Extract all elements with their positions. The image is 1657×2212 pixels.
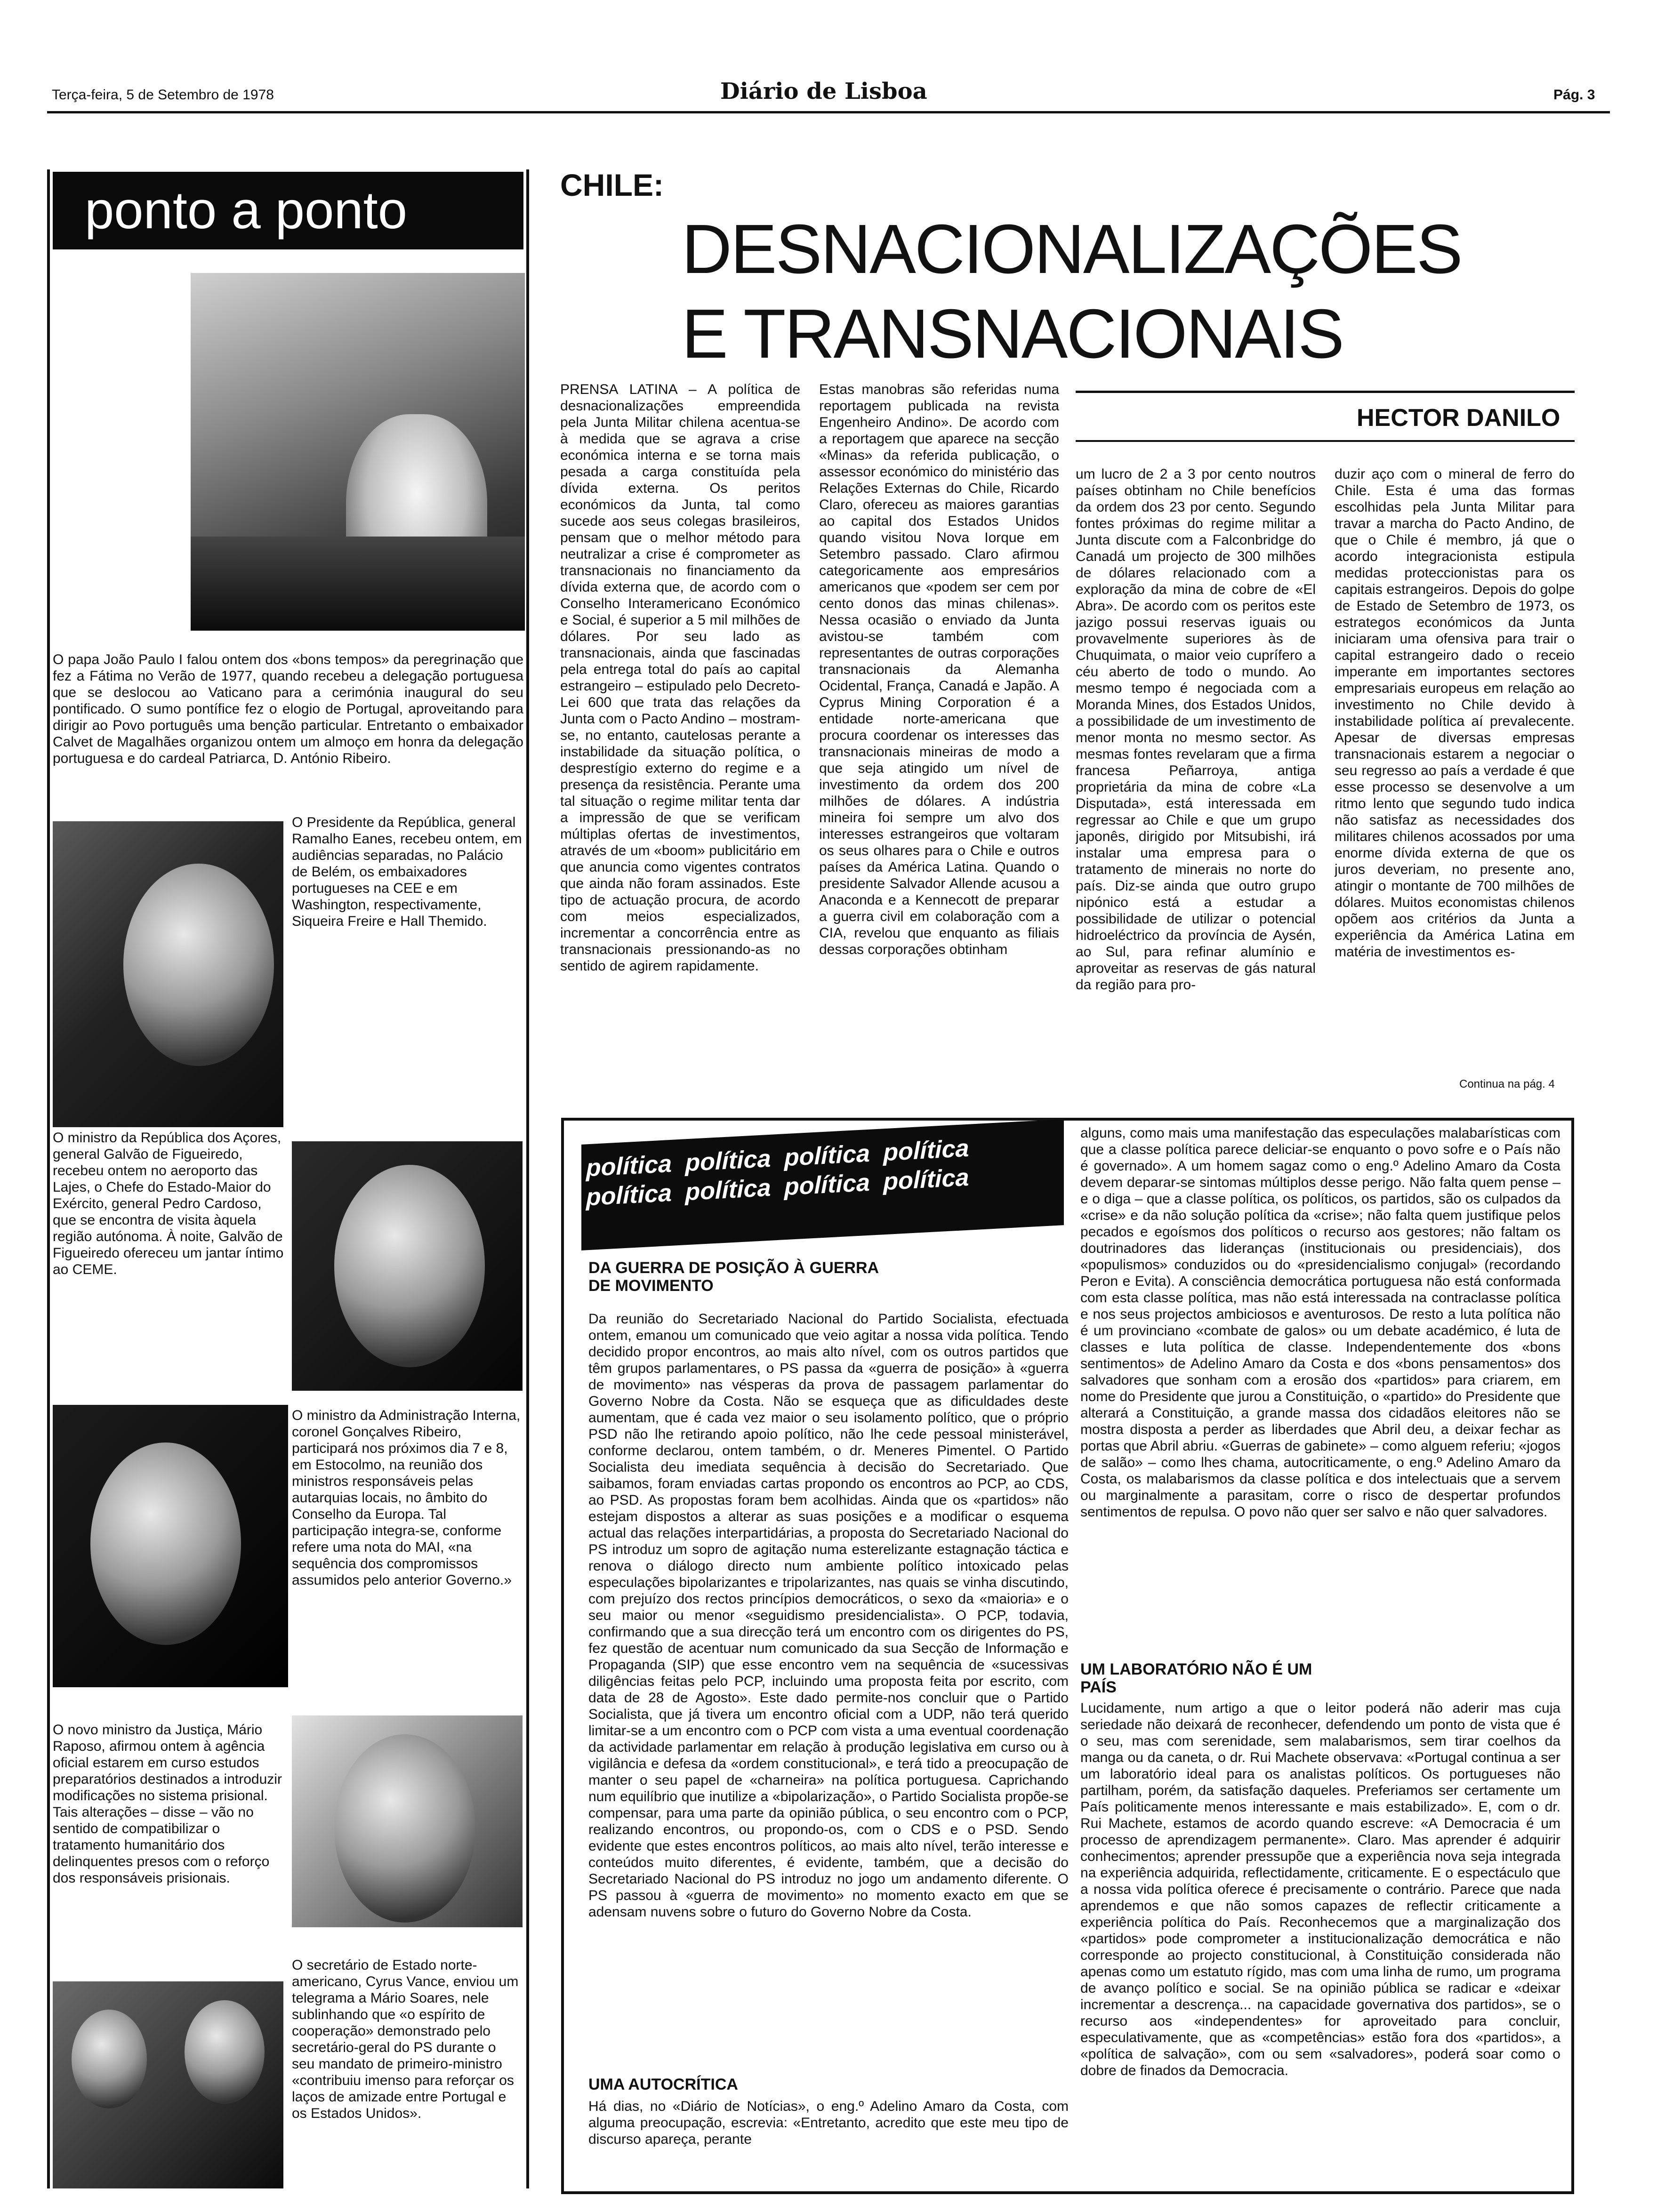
left-column-border <box>47 169 50 2188</box>
chile-title-rule <box>1076 391 1575 393</box>
chile-col-1: PRENSA LATINA – A política de desnacionalizações empreendida pela Junta Militar chilena acentua-se à medida que se agrava a crise económica interna e se torna mais pesada a carga constituída pela dívida externa. Os peritos económicos da Junta, tal como sucede aos seus colegas brasileiros, pensam que o melhor método para neutralizar a crise é comprometer as transnacionais no financiamento da dívida externa que, de acordo com o Conselho Interamericano Económico e Social, é superior a 5 mil milhões de dólares. Por seu lado as transnacionais, ainda que fascinadas pela entrega total do país ao capital estrangeiro – estipulado pelo Decreto-Lei 600 que trata das relações da Junta com o Pacto Andino – mostram-se, no entanto, cautelosas perante a instabilidade da situação política, o desprestígio externo do regime e a presença da resistência. Perante uma tal situação o regime militar tenta dar a impressão de que se verificam múltiplas ofertas de investimentos, através de um «boom» publicitário em que anuncia como vigentes contratos que ainda não foram assinados. Este tipo de actuação procura, de acordo com meios especializados, incrementar a concorrência entre as transnacionais pressionando-as no sentido de agirem rapidamente. <box>560 382 800 974</box>
chile-kicker: CHILE: <box>560 168 664 202</box>
goncalves-ribeiro-photo <box>53 1405 288 1687</box>
vance-caption: O secretário de Estado norte-americano, Cyrus Vance, enviou um telegrama a Mário Soares, nele sublinhando que «o espírito de cooperação» demonstrado pelo secretário-geral do PS durante o seu mandato de primeiro-ministro «contribuiu imenso para reforçar os laços de amizade entre Portugal e os Estados Unidos». <box>292 1957 519 2121</box>
figueiredo-photo <box>292 1141 523 1391</box>
politica-strip-text: política política política política política política política política <box>586 1134 969 1211</box>
ponto-header: ponto a ponto <box>85 181 408 240</box>
page-number: Pág. 3 <box>1553 87 1595 103</box>
politica-subheading-1: DA GUERRA DE POSIÇÃO À GUERRA DE MOVIMENTO <box>588 1259 878 1295</box>
vance-soares-photo <box>53 1981 283 2188</box>
goncalves-ribeiro-caption: O ministro da Administração Interna, coronel Gonçalves Ribeiro, participará nos próximos dia 7 e 8, em Estocolmo, na reunião dos ministros responsáveis pelas autarquias locais, no âmbito do Conselho da Europa. Tal participação integra-se, conforme refere uma nota do MAI, «na sequência dos compromissos assumidos pelo anterior Governo.» <box>292 1408 521 1588</box>
figueiredo-caption: O ministro da República dos Açores, general Galvão de Figueiredo, recebeu ontem no aeroporto das Lajes, o Chefe do Estado-Maior do Exército, general Pedro Cardoso, que se encontra de visita àquela região autónoma. À noite, Galvão de Figueiredo ofereceu um jantar íntimo ao CEME. <box>53 1130 284 1277</box>
politica-subheading-2: UM LABORATÓRIO NÃO É UM PAÍS <box>1080 1660 1312 1696</box>
chile-title-line1: DESNACIONALIZAÇÕES <box>682 210 1462 288</box>
eanes-caption: O Presidente da República, general Ramalho Eanes, recebeu ontem, em audiências separadas, no Palácio de Belém, os embaixadores portugueses na CEE e em Washington, respectivamente, Siqueira Freire e Hall Themido. <box>292 815 522 929</box>
chile-col-3: um lucro de 2 a 3 por cento noutros países obtinham no Chile benefícios da ordem dos 23 por cento. Segundo fontes próximas do regime militar a Junta discute com a Falconbridge do Canadá um projecto de 300 milhões de dólares relacionado com a exploração da mina de cobre de «El Abra». De acordo com os peritos este jazigo possui reservas iguais ou provavelmente superiores às de Chuquimata, o maior veio cuprífero a céu aberto de todo o mundo. Ao mesmo tempo é negociada com a Moranda Mines, dos Estados Unidos, a possibilidade de um investimento de menor monta no mesmo sector. As mesmas fontes revelaram que a firma francesa Peñarroya, antiga proprietária da mina de cobre «La Disputada», está interessada em regressar ao Chile e que um grupo japonês, dirigido por Mitsubishi, irá instalar uma empresa para o tratamento de minerais no norte do país. Diz-se ainda que outro grupo nipónico está a estudar a possibilidade de utilizar o potencial hidroeléctrico da província de Aysén, ao Sul, para refinar alumínio e aproveitar as reservas de gás natural da região para pro- <box>1076 466 1316 993</box>
chile-byline-rule <box>1076 440 1575 442</box>
politica-left-text: Da reunião do Secretariado Nacional do Partido Socialista, efectuada ontem, emanou um comunicado que veio agitar a nossa vida política. Tendo decidido propor encontros, ao mais alto nível, com os outros partidos que têm grupos parlamentares, o PS passa da «guerra de posição» à «guerra de movimento» nas vésperas da prova de passagem parlamentar do Governo Nobre da Costa. Não se esqueça que as dificuldades deste aumentam, que é cada vez maior o seu isolamento político, que o próprio PSD não lhe retirando apoio político, não lhe cede pessoal ministerável, conforme declarou, ontem também, o dr. Meneres Pimentel. O Partido Socialista deu imediata sequência à decisão do Secretariado. Que saibamos, foram enviadas cartas propondo os encontros ao PCP, ao CDS, ao PSD. As propostas foram bem acolhidas. Ainda que os «partidos» não estejam dispostos a alterar as suas posições e a modificar o esquema actual das relações interpartidárias, a proposta do Secretariado Nacional do PS introduz um sopro de agitação numa esterelizante estagnação táctica e renova o diálogo directo num ambiente político intoxicado pelas especulações bipolarizantes e tripolarizantes, nas quais se vinha discutindo, com prejuízo dos rectos princípios democráticos, o sexo da «maioria» e o seu maior ou menor «seguidismo presidencialista». O PCP, todavia, confirmando que a sua direcção terá um encontro com os dirigentes do PS, fez questão de acentuar num comunicado da sua Secção de Informação e Propaganda (SIP) que esse encontro vem na sequência de «sucessivas diligências feitas pelo PCP, incluindo uma proposta feita por escrito, com data de 28 de Agosto». Este dado permite-nos concluir que o Partido Socialista, que já tivera um encontro oficial com a UDP, não terá querido limitar-se a um encontro com o PCP com vista a uma eventual coordenação da actividade parlamentar em relação à produção legislativa em curso ou à vigilância e defesa da «ordem constitucional», e terá tido a preocupação de manter o seu papel de «charneira» na política portuguesa. Caprichando num equilíbrio que inutilize a «bipolarização», o Partido Socialista propõe-se compensar, para uma parte da opinião pública, o seu encontro com o PCP, realizando encontros, ou propondo-os, com o CDS e o PSD. Sendo evidente que estes encontros políticos, ao mais alto nível, terão interesse e conteúdos muito diferentes, é evidente, também, que a decisão do Secretariado Nacional do PS introduz no jogo um andamento diferente. O PS passou à «guerra de movimento» no momento exacto em que se adensam nuvens sobre o futuro do Governo Nobre da Costa. <box>588 1311 1069 1920</box>
ponto-header-box <box>53 172 523 249</box>
masthead-title: Diário de Lisboa <box>720 78 927 104</box>
left-column-divider <box>526 169 529 2188</box>
eanes-photo <box>53 821 283 1127</box>
raposo-photo <box>292 1715 523 1927</box>
chile-byline: HECTOR DANILO <box>1357 404 1560 432</box>
masthead-date: Terça-feira, 5 de Setembro de 1978 <box>52 87 274 103</box>
chile-col-4: duzir aço com o mineral de ferro do Chile. Esta é uma das formas escolhidas pela Junta Militar para travar a marcha do Pacto Andino, de que o Chile é membro, já que o acordo integracionista estipula medidas proteccionistas para os capitais estrangeiros. Depois do golpe de Estado de Setembro de 1973, os estrategos económicos da Junta iniciaram uma ofensiva para trair o capital estrangeiro dado o receio imperante em importantes sectores empresariais europeus em relação ao investimento no Chile devido à instabilidade política aí prevalecente. Apesar de diversas empresas transnacionais estarem a negociar o seu regresso ao país a verdade é que esse processo se desenvolve a um ritmo lento que segundo tudo indica não satisfaz as necessidades dos militares chilenos acossados por uma enorme dívida externa de que os juros deveriam, no presente ano, atingir o montante de 700 milhões de dólares. Muitos economistas chilenos opõem aos critérios da Junta a experiência da América Latina em matéria de investimentos es- <box>1335 466 1575 960</box>
chile-col-2: Estas manobras são referidas numa reportagem publicada na revista Engenheiro Andino». De acordo com a reportagem que aparece na secção «Minas» da referida publicação, o assessor económico do ministério das Relações Externas do Chile, Ricardo Claro, ofereceu as maiores garantias ao capital dos Estados Unidos quando visitou Nova Iorque em Setembro passado. Claro afirmou categoricamente aos empresários americanos que «podem ser cem por cento donos das minas chilenas». Nessa ocasião o enviado da Junta avistou-se também com representantes de outras corporações transnacionais da Alemanha Ocidental, França, Canadá e Japão. A Cyprus Mining Corporation é a entidade norte-americana que procura coordenar os interesses das transnacionais mineiras de modo a que seja atingido um nível de investimento da ordem dos 200 milhões de dólares. A indústria mineira foi sempre um alvo dos interesses estrangeiros que voltaram os seus olhares para o Chile e outros países da América Latina. Quando o presidente Salvador Allende acusou a Anaconda e a Kennecott de preparar a guerra civil em colaboração com a CIA, revelou que enquanto as filiais dessas corporações obtinham <box>819 382 1059 957</box>
politica-left-text-2: Há dias, no «Diário de Notícias», o eng.º Adelino Amaro da Costa, com alguma preocupação, escrevia: «Entretanto, acredito que este meu tipo de discurso apareça, perante <box>588 2099 1069 2147</box>
pope-caption: O papa João Paulo I falou ontem dos «bons tempos» da peregrinação que fez a Fátima no Verão de 1977, quando recebeu a delegação portuguesa que se deslocou ao Vaticano para a cerimónia inaugural do seu pontificado. O sumo pontífice fez o elogio de Portugal, aproveitando para dirigir ao Povo português uma benção particular. Entretanto o embaixador Calvet de Magalhães organizou ontem um almoço em honra da delegação portuguesa e do cardeal Patriarca, D. António Ribeiro. <box>53 652 523 766</box>
raposo-caption: O novo ministro da Justiça, Mário Raposo, afirmou ontem à agência oficial estarem em curso estudos preparatórios destinados a introduzir modificações no sistema prisional. Tais alterações – disse – vão no sentido de compatibilizar o tratamento humanitário dos delinquentes presos com o reforço dos responsáveis prisionais. <box>53 1722 282 1886</box>
politica-right-text-2: Lucidamente, num artigo a que o leitor poderá não aderir mas cuja seriedade não deixará de reconhecer, defendendo um ponto de vista que é o seu, mas com serenidade, sem malabarismos, sem tirar coelhos da manga ou da caneta, o dr. Rui Machete observava: «Portugal continua a ser um laboratório ideal para os analistas políticos. Os portugueses não partilham, porém, da satisfação daqueles. Preferiamos ser certamente um País politicamente menos interessante e mais estabilizado». E, com o dr. Rui Machete, estamos de acordo quando escreve: «A Democracia é um processo de aprendizagem permanente». Claro. Mas aprender é adquirir conhecimentos; aprender pressupõe que a experiência nova seja integrada na experiência adquirida, reflectidamente, criticamente. E o espectáculo que a nossa vida política oferece é precisamente o contrário. Parece que nada aprendemos e que não somos capazes de reflectir criticamente a experiência política do País. Reconhecemos que a marginalização dos «partidos» pode comprometer a institucionalização democrática e não corresponde ao projecto constitucional, à Constituição considerada não apenas como um estatuto rígido, mas com uma linha de rumo, um programa de avanço político e social. Se na opinião pública se radicar e «deixar incrementar a descrença... na capacidade governativa dos partidos», se o recurso aos «independentes» for aproveitado para concluir, especulativamente, que as «competências» estão fora dos «partidos», a «política de salvação», com ou sem «salvadores», poderá soar como o dobre de finados da Democracia. <box>1080 1700 1560 2078</box>
politica-subheading-3: UMA AUTOCRÍTICA <box>588 2076 738 2093</box>
chile-continued-link[interactable]: Continua na pág. 4 <box>1459 1078 1555 1090</box>
politica-right-text: alguns, como mais uma manifestação das especulações malabarísticas com que a classe política parece deliciar-se enquanto o povo sofre e o País não é governado». A um homem sagaz como o eng.º Adelino Amaro da Costa devem deparar-se sintomas múltiplos desse perigo. Não falta quem pense – e o diga – que a classe política, os políticos, os partidos, são os culpados da «crise» e da não solução política da «crise»; não falta quem justifique pelos pecados e egoísmos dos políticos o recurso aos gestores; não faltam os doutrinadores das lideranças (institucionais ou presidenciais), dos «populismos» conduzidos ou do «presidencialismo conjugal» (recordando Peron e Evita). A consciência democrática portuguesa não está conformada com esta classe política, mas não está interessada na contraclasse política e nos seus projectos ambiciosos e aventurosos. De resto a luta política não é um provinciano «combate de galos» ou um debate académico, é luta de classes e luta política de classe. Independentemente dos «bons sentimentos» de Adelino Amaro da Costa e dos «bons pensamentos» dos salvadores que sonham com a erosão dos «partidos» para criarem, em nome do Presidente que jurou a Constituição, o «partido» do Presidente que alterará a Constituição, a grande massa dos cidadãos eleitores não se mostra disposta a perder as liberdades que Abril deu, a deixar fechar as portas que Abril abriu. «Guerras de gabinete» – como alguem referiu; «jogos de salão» – como lhes chama, autocriticamente, o eng.º Adelino Amaro da Costa, os malabarismos da classe política e dos intelectuais que a servem ou marginalmente a parasitam, corre o risco de despertar profundos sentimentos de repulsa. O povo não quer ser salvo e não quer salvadores. <box>1080 1125 1560 1520</box>
chile-title-line2: E TRANSNACIONAIS <box>682 295 1343 373</box>
masthead-rule <box>47 111 1610 113</box>
pope-photo <box>191 273 525 631</box>
